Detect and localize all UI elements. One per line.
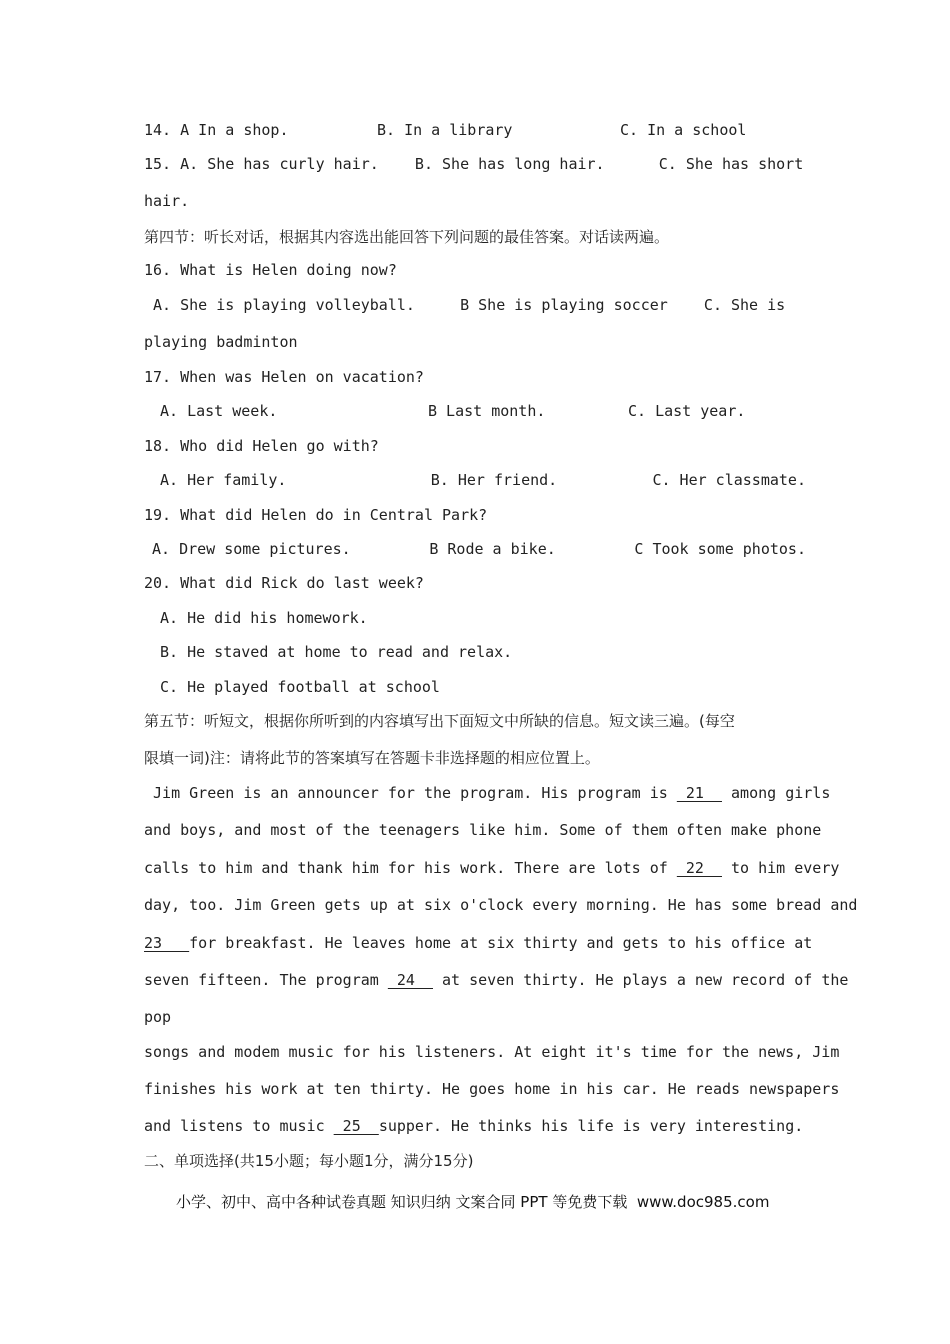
part-two-heading: 二、单项选择(共15小题；每小题1分，满分15分): [144, 1152, 474, 1170]
q16-options-line2: playing badminton: [144, 333, 298, 351]
q15-line1: 15. A. She has curly hair. B. She has long hair. C. She has short: [144, 155, 804, 173]
passage-line-10: and listens to music 25 supper. He thinks his life is very interesting.: [144, 1117, 804, 1135]
passage-line-5: 23 for breakfast. He leaves home at six thirty and gets to his office at: [144, 934, 813, 952]
passage-line-1: Jim Green is an announcer for the program. His program is 21 among girls: [144, 784, 831, 802]
section5-heading-line1: 第五节：听短文，根据你所听到的内容填写出下面短文中所缺的信息。短文读三遍。(每空: [144, 712, 735, 730]
q19-options: [144, 539, 806, 559]
passage-line-9: finishes his work at ten thirty. He goes home in his car. He reads newspapers: [144, 1080, 840, 1098]
q17-option-c: C. Last year.: [628, 402, 746, 420]
q20-question: 20. What did Rick do last week?: [144, 574, 424, 592]
q18-question: 18. Who did Helen go with?: [144, 437, 379, 455]
q18-option-a: A. Her family.: [160, 471, 287, 489]
q14-option-b: B. In a library: [377, 121, 513, 139]
blank-22: 22: [676, 859, 722, 877]
q18-option-c: C. Her classmate.: [652, 471, 806, 489]
q20-option-a: A. He did his homework.: [160, 609, 368, 627]
q17-options: [144, 401, 806, 421]
q18-options: [144, 470, 806, 490]
q14-option-c: C. In a school: [620, 121, 747, 139]
q19-question: 19. What did Helen do in Central Park?: [144, 506, 488, 524]
q19-option-c: C Took some photos.: [634, 540, 806, 558]
page-footer: 小学、初中、高中各种试卷真题 知识归纳 文案合同 PPT 等免费下载 www.doc985.com: [176, 1193, 770, 1211]
q16-options-line1: A. She is playing volleyball. B She is playing soccer C. She is: [144, 296, 786, 314]
q17-option-a: A. Last week.: [160, 402, 278, 420]
q20-option-c: C. He played football at school: [160, 678, 440, 696]
q16-question: 16. What is Helen doing now?: [144, 261, 397, 279]
blank-21: 21: [676, 784, 722, 802]
blank-24: 24: [387, 971, 433, 989]
passage-line-7: pop: [144, 1008, 172, 1026]
q19-option-a: A. Drew some pictures.: [152, 540, 351, 558]
section4-heading: 第四节：听长对话，根据其内容选出能回答下列问题的最佳答案。对话读两遍。: [144, 228, 670, 246]
passage-line-4: day, too. Jim Green gets up at six o'clock every morning. He has some bread and: [144, 896, 858, 914]
q15-line2: hair.: [144, 192, 190, 210]
section5-heading-line2: 限填一词)注：请将此节的答案填写在答题卡非选择题的相应位置上。: [144, 749, 600, 767]
q14-option-a: 14. A In a shop.: [144, 121, 289, 139]
passage-line-3: calls to him and thank him for his work. There are lots of 22 to him every: [144, 859, 840, 877]
q19-option-b: B Rode a bike.: [429, 540, 556, 558]
blank-25: 25: [333, 1117, 379, 1135]
blank-23: 23: [144, 934, 190, 952]
passage-line-8: songs and modem music for his listeners. At eight it's time for the news, Jim: [144, 1043, 840, 1061]
q17-option-b: B Last month.: [428, 402, 546, 420]
passage-line-6: seven fifteen. The program 24 at seven thirty. He plays a new record of the: [144, 971, 849, 989]
passage-line-2: and boys, and most of the teenagers like him. Some of them often make phone: [144, 821, 822, 839]
q14-options: [144, 120, 806, 140]
q18-option-b: B. Her friend.: [430, 471, 558, 489]
q20-option-b: B. He staved at home to read and relax.: [160, 643, 513, 661]
q17-question: 17. When was Helen on vacation?: [144, 368, 424, 386]
